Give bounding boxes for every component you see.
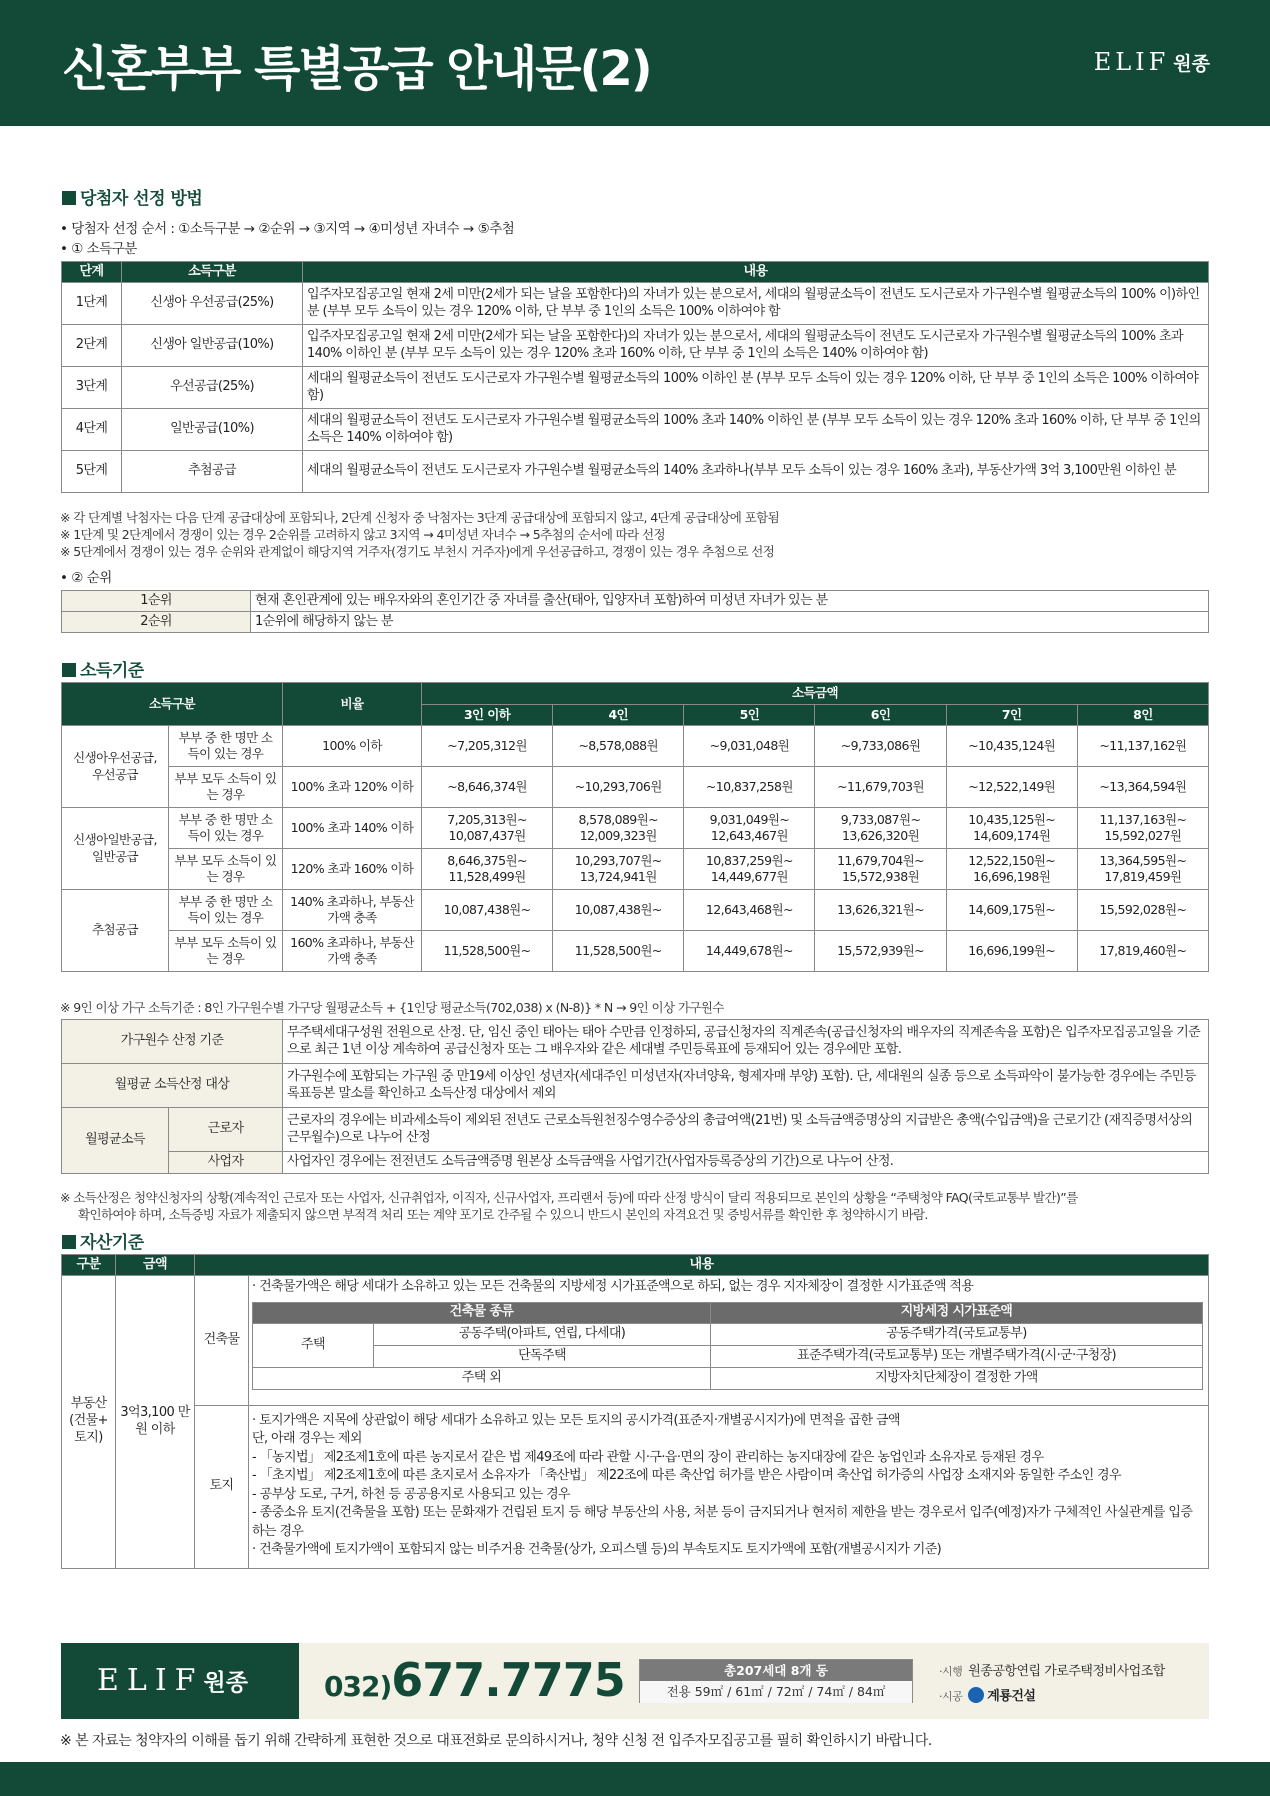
- income-criteria-table: 소득구분 비율 소득금액 3인 이하 4인 5인 6인 7인 8인 신생아우선공급, 우선공급 부부 중 한 명만 소득이 있는 경우 100% 이하 ~7,205,312원 ~8,578,088원 ~9,031,048원 ~9,733,086원 ~10,435,124원 ~11,137,162원 부부 모두 소득이 있는 경우 100% 초과 120% 이하 ~8,646,374원 ~10,293,706원 ~10,837,258원 ~11,679,703원 ~12,522,149원 ~13,364,594원 신생아일반공급, 일반공급 부부 중 한 명만 소득이 있는 경우 100% 초과 140% 이하 7,205,313원~ 10,087,437원 8,578,089원~ 12,009,323원 9,031,049원~ 12,643,467원 9,733,087원~ 13,626,320원 10,435,125원~ 14,609,174원 11,137,163원~ 15,592,027원 부부 모두 소득이 있는 경우 120% 초과 160% 이하 8,646,375원~ 11,528,499원 10,293,707원~ 13,724,941원 10,837,259원~ 14,449,677원 11,679,704원~ 15,572,938원 12,522,150원~ 16,696,198원 13,364,595원~ 17,819,459원 추첨공급 부부 중 한 명만 소득이 있는 경우 140% 초과하나, 부동산가액 충족 10,087,438원~ 10,087,438원~ 12,643,468원~ 13,626,321원~ 14,609,175원~ 15,592,028원~ 부부 모두 소득이 있는 경우 160% 초과하나, 부동산가액 충족 11,528,500원~ 11,528,500원~ 14,449,678원~ 15,572,939원~ 16,696,199원~ 17,819,460원~: [61, 682, 1209, 972]
- table-row: 주택 공동주택(아파트, 연립, 다세대) 공동주택가격(국토교통부): [253, 1323, 1203, 1345]
- col-income-type: 소득구분: [62, 683, 283, 726]
- footer-logo: ELIF원종: [61, 1643, 299, 1719]
- rank-table: [61, 590, 1209, 633]
- note-line: ※ 각 단계별 낙첨자는 다음 단계 공급대상에 포함되나, 2단계 신청자 중 낙첨자는 3단계 공급대상에 포함되지 않고, 4단계 공급대상에 포함됨: [60, 510, 780, 525]
- table-row: 신생아우선공급, 우선공급 부부 중 한 명만 소득이 있는 경우 100% 이하 ~7,205,312원 ~8,578,088원 ~9,031,048원 ~9,733,086원 ~10,435,124원 ~11,137,162원: [62, 726, 1209, 767]
- table-row: 2단계 신생아 일반공급(10%) 입주자모집공고일 현재 2세 미만(2세가 되는 날을 포함한다)의 자녀가 있는 분으로서, 세대의 월평균소득이 전년도 도시근로자 가구원수별 월평균소득의 100% 초과 140% 이하인 분 (부부 모두 소득이 있는 경우 120% 초과 160% 이하, 단 부부 중 1인의 소득은 140% 이하여야 함): [62, 325, 1209, 367]
- asset-limit: 3억3,100 만원 이하: [116, 1276, 195, 1569]
- table-row: 가구원수 산정 기준 무주택세대구성원 전원으로 산정. 단, 임신 중인 태아는 태아 수만큼 인정하되, 공급신청자의 직계존속(공급신청자의 배우자의 직계존속을 포함)은 입주자모집공고일을 기준으로 최근 1년 이상 계속하여 공급신청자 또는 그 배우자와 같은 세대별 주민등록표에 등재되어 있는 경우에만 포함.: [62, 1020, 1209, 1064]
- income-calc-table: [61, 1019, 1209, 1174]
- note-line: ※ 1단계 및 2단계에서 경쟁이 있는 경우 2순위를 고려하지 않고 3지역 → 4미성년 자녀수 → 5추첨의 순서에 따라 선정: [60, 527, 665, 542]
- building-label: 건축물: [195, 1276, 249, 1406]
- table-row: 토지 · 토지가액은 지목에 상관없이 해당 세대가 소유하고 있는 모든 토지의 공시가격(표준지·개별공시지가)에 면적을 곱한 금액 단, 아래 경우는 제외 - 「농지법」 제2조제1호에 따른 농지로서 같은 법 제49조에 따라 관할 시·구·읍·면의 장이 관리하는 농지대장에 같은 농업인과 소유자로 등재된 경우 - 「초지법」 제2조제1호에 따른 초지로서 소유자가 「축산법」 제22조에 따른 축산업 허가를 받은 사람이며 축산업 허가증의 사업장 소재지와 동일한 주소인 경우 - 공부상 도로, 구거, 하천 등 공공용지로 사용되고 있는 경우 - 종중소유 토지(건축물을 포함) 또는 문화재가 건립된 토지 등 해당 부동산의 사용, 처분 등이 금지되거나 현저히 제한을 받는 경우로서 입주(예정)자가 구체적인 사실관계를 입증하는 경우 · 건축물가액에 토지가액이 포함되지 않는 비주거용 건축물(상가, 오피스텔 등)의 부속토지도 토지가액에 포함(개별공시지가 기준): [62, 1406, 1209, 1569]
- table-row: 추첨공급 부부 중 한 명만 소득이 있는 경우 140% 초과하나, 부동산가액 충족 10,087,438원~ 10,087,438원~ 12,643,468원~ 13,626,321원~ 14,609,175원~ 15,592,028원~: [62, 890, 1209, 931]
- page-title: 신혼부부 특별공급 안내문(2): [62, 41, 651, 97]
- table-row: 부부 모두 소득이 있는 경우 160% 초과하나, 부동산가액 충족 11,528,500원~ 11,528,500원~ 14,449,678원~ 15,572,939원~ 16,696,199원~ 17,819,460원~: [62, 931, 1209, 972]
- table-row: 3단계 우선공급(25%) 세대의 월평균소득이 전년도 도시근로자 가구원수별 월평균소득의 100% 이하인 분 (부부 모두 소득이 있는 경우 120% 이하, 단 부부 중 1인의 소득은 100% 이하여야 함): [62, 367, 1209, 409]
- table-row: 1순위 현재 혼인관계에 있는 배우자와의 혼인기간 중 자녀를 출산(태아, 입양자녀 포함)하여 미성년 자녀가 있는 분: [62, 591, 1209, 612]
- asset-type: 부동산 (건물+ 토지): [62, 1276, 116, 1569]
- rank-subheading: • ② 순위: [60, 570, 112, 586]
- note-9-persons: ※ 9인 이상 가구 소득기준 : 8인 가구원수별 가구당 월평균소득 + {1인당 평균소득(702,038) x (N-8)} * N → 9인 이상 가구원수: [60, 1000, 724, 1015]
- land-label: 토지: [195, 1406, 249, 1569]
- note-income-calc: ※ 소득산정은 청약신청자의 상황(계속적인 근로자 또는 사업자, 신규취업자, 이직자, 신규사업자, 프리랜서 등)에 따라 산정 방식이 달리 적용되므로 본인의 상황을 “주택청약 FAQ(국토교통부 발간)”를: [60, 1190, 1078, 1205]
- table-row: 1단계 신생아 우선공급(25%) 입주자모집공고일 현재 2세 미만(2세가 되는 날을 포함한다)의 자녀가 있는 분으로서, 세대의 월평균소득이 전년도 도시근로자 가구원수별 월평균소득의 100% 이)하인 분 (부부 모두 소득이 있는 경우 120% 이하, 단 부부 중 1인의 소득은 100% 이하여야 함: [62, 283, 1209, 325]
- table-row: 주택 외 지방자치단체장이 결정한 가액: [253, 1367, 1203, 1389]
- building-desc: · 건축물가액은 해당 세대가 소유하고 있는 모든 건축물의 지방세정 시가표준액으로 하되, 없는 경우 지자체장이 결정한 시가표준액 적용: [252, 1279, 974, 1294]
- col-content: 내용: [303, 262, 1209, 283]
- square-bullet-icon: [62, 191, 76, 205]
- selection-order: • 당첨자 선정 순서 : ①소득구분 → ②순위 → ③지역 → ④미성년 자녀수 → ⑤추첨: [60, 221, 515, 237]
- col-type: 소득구분: [122, 262, 303, 283]
- section-heading-assets: 자산기준: [62, 1228, 144, 1253]
- col-stage: 단계: [62, 262, 122, 283]
- col-type: 구분: [62, 1255, 116, 1276]
- footer-bar: [61, 1643, 1209, 1719]
- note-income-calc-2: 확인하여야 하며, 소득증빙 자료가 제출되지 않으면 부적격 처리 또는 계약 포기로 간주될 수 있으니 반드시 본인의 자격요건 및 증빙서류를 확인한 후 청약하시기 바람.: [78, 1207, 928, 1222]
- table-row: 5단계 추첨공급 세대의 월평균소득이 전년도 도시근로자 가구원수별 월평균소득의 140% 초과하나(부부 모두 소득이 있는 경우 160% 초과), 부동산가액 3억 3,100만원 이하인 분: [62, 451, 1209, 493]
- table-row: 4단계 일반공급(10%) 세대의 월평균소득이 전년도 도시근로자 가구원수별 월평균소득의 100% 초과 140% 이하인 분 (부부 모두 소득이 있는 경우 120% 초과 160% 이하, 단 부부 중 1인의 소득은 140% 이하여야 함): [62, 409, 1209, 451]
- disclaimer: ※ 본 자료는 청약자의 이해를 돕기 위해 간략하게 표현한 것으로 대표전화로 문의하시거나, 청약 신청 전 입주자모집공고를 필히 확인하시기 바랍니다.: [60, 1733, 932, 1749]
- table-row: 2순위 1순위에 해당하지 않는 분: [62, 612, 1209, 633]
- logo-kr: 원종: [1173, 53, 1210, 75]
- asset-criteria-table: [61, 1254, 1209, 1569]
- square-bullet-icon: [62, 663, 76, 677]
- table-row: 월평균소득 근로자 근로자의 경우에는 비과세소득이 제외된 전년도 근로소득원천징수영수증상의 총급여액(21번) 및 소득금액증명상의 지급받은 총액(수입금액)을 근로기간 (재직증명서상의 근무월수)으로 나누어 산정: [62, 1108, 1209, 1152]
- square-bullet-icon: [62, 1235, 76, 1249]
- table-row: [62, 1276, 1209, 1406]
- phone-number[interactable]: 032)677.7775: [324, 1653, 625, 1707]
- col-content: 내용: [195, 1255, 1209, 1276]
- note-line: ※ 5단계에서 경쟁이 있는 경우 순위와 관계없이 해당지역 거주자(경기도 부천시 거주자)에게 우선공급하고, 경쟁이 있는 경우 추첨으로 선정: [60, 544, 775, 559]
- table-row: 신생아일반공급, 일반공급 부부 중 한 명만 소득이 있는 경우 100% 초과 140% 이하 7,205,313원~ 10,087,437원 8,578,089원~ 12,009,323원 9,031,049원~ 12,643,467원 9,733,087원~ 13,626,320원 10,435,125원~ 14,609,174원 11,137,163원~ 15,592,027원: [62, 808, 1209, 849]
- table-row: 부부 모두 소득이 있는 경우 100% 초과 120% 이하 ~8,646,374원 ~10,293,706원 ~10,837,258원 ~11,679,703원 ~12,522,149원 ~13,364,594원: [62, 767, 1209, 808]
- col-amount: 금액: [116, 1255, 195, 1276]
- constructor: ·시공 계룡건설: [939, 1689, 1036, 1704]
- table-row: 월평균 소득산정 대상 가구원수에 포함되는 가구원 중 만19세 이상인 성년자(세대주인 미성년자(자녀양육, 형제자매 부양) 포함). 단, 세대원의 실종 등으로 소득파악이 불가능한 경우에는 주민등록표등본 말소를 확인하고 소득산정 대상에서 제외: [62, 1064, 1209, 1108]
- logo-en: ELIF: [1093, 48, 1170, 76]
- col-ratio: 비율: [283, 683, 422, 726]
- brand-logo: [1094, 48, 1210, 76]
- income-type-table: [61, 261, 1209, 493]
- section-heading-income: 소득기준: [62, 656, 144, 681]
- table-row: 사업자 사업자인 경우에는 전전년도 소득금액증명 원본상 소득금액을 사업기간(사업자등록증상의 기간)으로 나누어 산정.: [62, 1152, 1209, 1174]
- bottom-bar: [0, 1762, 1270, 1796]
- table-row: 부부 모두 소득이 있는 경우 120% 초과 160% 이하 8,646,375원~ 11,528,499원 10,293,707원~ 13,724,941원 10,837,259원~ 14,449,677원 11,679,704원~ 15,572,938원 12,522,150원~ 16,696,198원 13,364,595원~ 17,819,459원: [62, 849, 1209, 890]
- header-bar: [0, 0, 1270, 126]
- col-amount: 소득금액: [422, 683, 1209, 705]
- section-heading-selection: 당첨자 선정 방법: [62, 184, 202, 209]
- building-subtable: 건축물 종류 지방세정 시가표준액 주택 공동주택(아파트, 연립, 다세대) 공동주택가격(국토교통부) 단독주택 표준주택가격(국토교통부) 또는 개별주택가격(시·군·구청장) 주택 외 지방자치단체장이 결정한 가액: [252, 1302, 1203, 1390]
- income-type-subheading: • ① 소득구분: [60, 241, 137, 257]
- gyeryong-logo-icon: [968, 1687, 984, 1703]
- developer: ·시행 원종공항연립 가로주택정비사업조합: [939, 1664, 1165, 1679]
- units-info: 총207세대 8개 동 전용 59㎡ / 61㎡ / 72㎡ / 74㎡ / 84㎡: [639, 1659, 913, 1703]
- table-row: 단독주택 표준주택가격(국토교통부) 또는 개별주택가격(시·군·구청장): [253, 1345, 1203, 1367]
